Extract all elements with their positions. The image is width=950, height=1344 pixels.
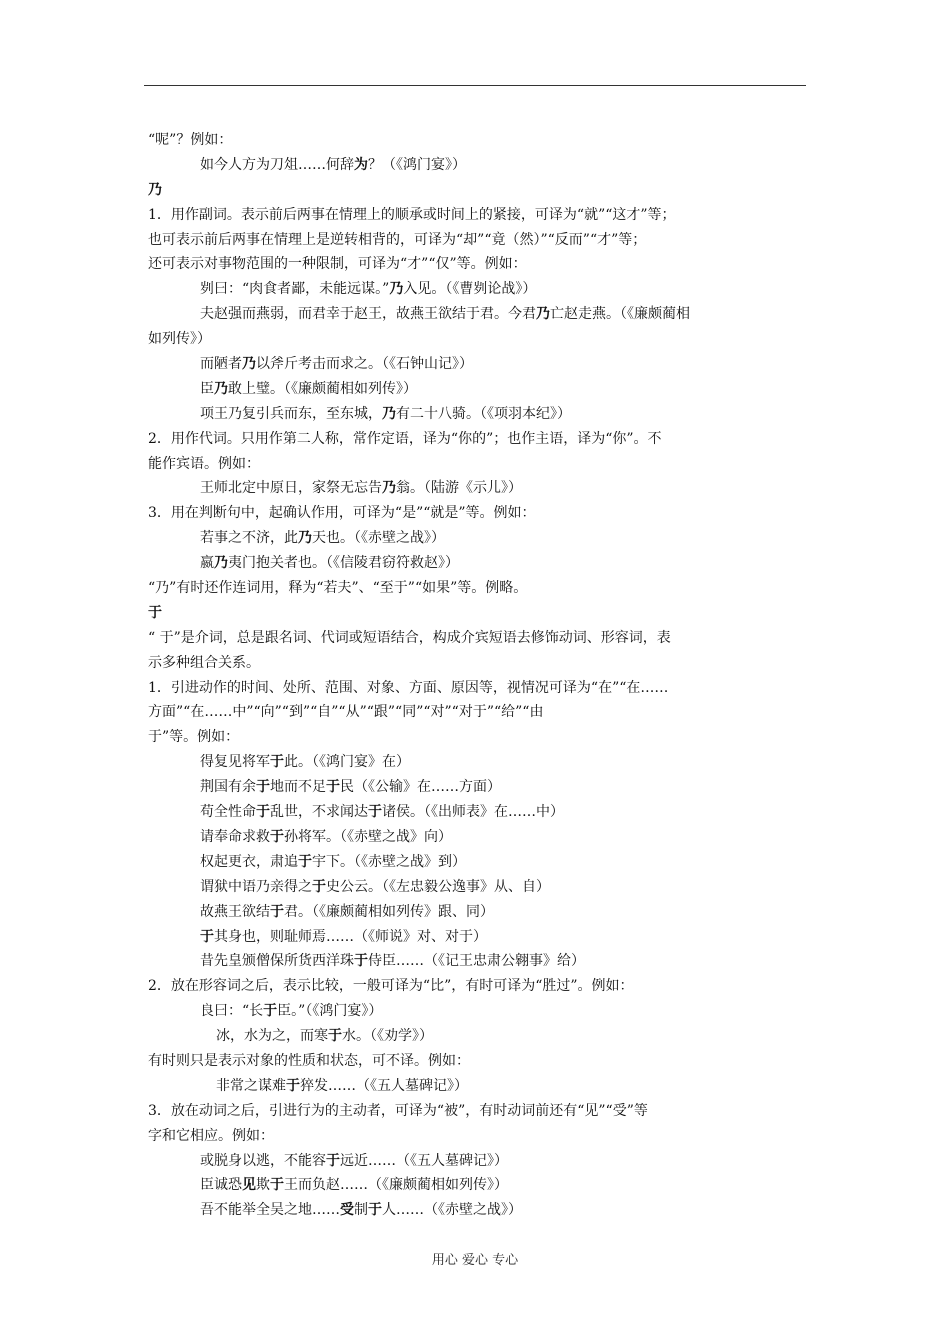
text-span: 臣诚恐	[200, 1177, 242, 1194]
text-line	[148, 1173, 810, 1198]
emphasized-word: 于	[148, 604, 162, 621]
emphasized-word: 受	[340, 1202, 354, 1219]
text-span: 冰，水为之，而寒	[216, 1028, 328, 1045]
text-span: 若事之不济，此	[200, 530, 298, 547]
text-line	[148, 974, 810, 999]
text-span: 臣	[200, 380, 214, 397]
text-span: 故燕王欲结	[200, 903, 270, 920]
text-span: 入见。（《曹刿论战》）	[403, 281, 537, 298]
emphasized-word: 于	[326, 779, 340, 796]
text-line	[148, 377, 810, 402]
text-line	[148, 352, 810, 377]
text-span: 夷门抱关者也。（《信陵君窃符救赵》）	[228, 555, 459, 572]
text-line	[148, 427, 810, 452]
text-span: 良曰：“长	[200, 1003, 264, 1020]
emphasized-word: 于	[354, 953, 368, 970]
text-span: 非常之谋难	[216, 1077, 286, 1094]
text-line	[148, 725, 810, 750]
text-span: “呢”？例如：	[148, 132, 233, 148]
text-span: 君。（《廉颇蔺相如列传》跟、同）	[284, 903, 494, 920]
text-span: 以斧斤考击而求之。（《石钟山记》）	[256, 356, 473, 373]
emphasized-word: 于	[270, 754, 284, 771]
text-span: 2．放在形容词之后，表示比较，一般可译为“比”，有时可译为“胜过”。例如：	[148, 978, 634, 995]
text-span: 有二十八骑。（《项羽本纪》）	[396, 405, 571, 422]
text-line	[148, 1149, 810, 1174]
text-line	[148, 1049, 810, 1074]
text-span: 于”等。例如：	[148, 729, 240, 746]
text-span: 远近……（《五人墓碑记》）	[340, 1152, 508, 1169]
emphasized-word: 于	[286, 1077, 300, 1094]
text-span: 史公云。（《左忠毅公逸事》从、自）	[326, 878, 550, 895]
text-line	[148, 501, 810, 526]
text-line	[148, 700, 810, 725]
emphasized-word: 为	[354, 156, 368, 173]
text-line	[148, 402, 810, 427]
text-line	[148, 1074, 810, 1099]
text-span: 臣。”（《鸿门宴》）	[277, 1003, 383, 1020]
text-line	[148, 825, 810, 850]
text-span: 乱世，不求闻达	[270, 804, 368, 821]
text-span: 如今人方为刀俎……何辞	[200, 156, 354, 173]
emphasized-word: 于	[263, 1003, 278, 1020]
text-line	[148, 676, 810, 701]
text-line	[148, 476, 810, 501]
text-line	[148, 526, 810, 551]
text-span: 其身也，则耻师焉……（《师说》对、对于）	[214, 928, 487, 945]
text-span: 昔先皇颁僧保所货西洋珠	[200, 953, 354, 970]
text-span: 能作宾语。例如：	[148, 455, 260, 472]
text-line	[148, 551, 810, 576]
text-span: ？（《鸿门宴》）	[368, 156, 466, 173]
text-span: 如列传》）	[148, 331, 211, 348]
text-line	[148, 999, 810, 1024]
text-span: 吾不能举全吴之地……	[200, 1202, 340, 1219]
emphasized-word: 于	[298, 853, 312, 870]
text-line	[148, 900, 810, 925]
text-span: 2．用作代词。只用作第二人称，常作定语，译为“你的”；也作主语，译为“你”。不	[148, 430, 662, 447]
text-line	[148, 302, 810, 327]
text-line	[148, 252, 810, 277]
text-span: 项王乃复引兵而东，至东城，	[200, 405, 382, 422]
text-line	[148, 925, 810, 950]
text-span: 夫赵强而燕弱，而君幸于赵王，故燕王欲结于君。今君	[200, 306, 536, 323]
emphasized-word: 乃	[214, 380, 228, 397]
text-span: 人……（《赤壁之战》）	[382, 1202, 522, 1219]
text-line	[148, 800, 810, 825]
text-line	[148, 1124, 810, 1149]
text-span: 孙将军。（《赤壁之战》向）	[284, 828, 452, 845]
text-span: 侍臣……（《记王忠肃公翱事》给）	[368, 953, 585, 970]
text-line	[148, 277, 810, 302]
text-line	[148, 949, 810, 974]
text-span: 有时则只是表示对象的性质和状态，可不译。例如：	[148, 1052, 470, 1069]
text-span: 制	[354, 1202, 368, 1219]
text-span: 猝发……（《五人墓碑记》）	[300, 1077, 468, 1094]
text-line	[148, 228, 810, 253]
emphasized-word: 见	[242, 1177, 256, 1194]
text-line	[148, 452, 810, 477]
emphasized-word: 于	[256, 779, 270, 796]
emphasized-word: 乃	[242, 356, 256, 373]
section-heading	[148, 178, 810, 203]
text-span: 欺	[256, 1177, 270, 1194]
text-line	[148, 850, 810, 875]
text-span: 荆国有余	[200, 779, 256, 796]
text-span: “ 于”是介词，总是跟名词、代词或短语结合，构成介宾短语去修饰动词、形容词，表	[148, 629, 671, 646]
text-span: 亡赵走燕。（《廉颇蔺相	[550, 306, 690, 323]
text-span: 敢上璧。（《廉颇蔺相如列传》）	[228, 380, 417, 397]
text-line	[148, 203, 810, 228]
text-span: 3．用在判断句中，起确认作用，可译为“是”“就是”等。例如：	[148, 505, 536, 522]
text-line	[148, 1099, 810, 1124]
text-line	[148, 153, 810, 178]
text-span: 得复见将军	[200, 754, 270, 771]
emphasized-word: 乃	[298, 530, 312, 547]
text-span: 王而负赵……（《廉颇蔺相如列传》）	[284, 1177, 508, 1194]
text-span: 还可表示对事物范围的一种限制，可译为“才”“仅”等。例如：	[148, 256, 527, 273]
text-span: 请奉命求救	[200, 828, 270, 845]
emphasized-word: 于	[328, 1028, 342, 1045]
text-span: 王师北定中原日，家祭无忘告	[200, 480, 382, 497]
text-line	[148, 128, 810, 153]
text-span: 示多种组合关系。	[148, 654, 260, 671]
emphasized-word: 乃	[148, 181, 162, 198]
text-line	[148, 327, 810, 352]
text-span: 翁。（陆游《示儿》）	[396, 480, 522, 497]
text-span: 谓狱中语乃亲得之	[200, 878, 312, 895]
text-span: 刿曰：“肉食者鄙，未能远谋。”	[200, 281, 390, 298]
text-span: 嬴	[200, 555, 214, 572]
text-line	[148, 775, 810, 800]
emphasized-word: 于	[270, 828, 284, 845]
text-span: 也可表示前后两事在情理上是逆转相背的，可译为“却”“竟（然）”“反而”“才”等；	[148, 231, 647, 248]
text-span: 方面”“在……中”“向”“到”“自”“从”“跟”“同”“对”“对于”“给”“由	[148, 704, 544, 721]
text-line	[148, 576, 810, 601]
emphasized-word: 于	[368, 1202, 382, 1219]
text-span: 字和它相应。例如：	[148, 1127, 274, 1144]
text-span: 3．放在动词之后，引进行为的主动者，可译为“被”，有时动词前还有“见”“受”等	[148, 1102, 648, 1119]
text-span: 苟全性命	[200, 804, 256, 821]
text-span: 而陋者	[200, 356, 242, 373]
text-span: 1．引进动作的时间、处所、范围、对象、方面、原因等，视情况可译为“在”“在……	[148, 679, 669, 696]
text-span: 宇下。（《赤壁之战》到）	[312, 853, 466, 870]
text-line	[148, 1198, 810, 1223]
emphasized-word: 于	[200, 928, 214, 945]
text-span: 诸侯。（《出师表》在……中）	[382, 804, 564, 821]
emphasized-word: 于	[270, 1177, 284, 1194]
emphasized-word: 于	[270, 903, 284, 920]
text-span: 地而不足	[270, 779, 326, 796]
text-span: “乃”有时还作连词用，释为“若夫”、“至于”“如果”等。例略。	[148, 580, 528, 597]
text-span: 权起更衣，肃追	[200, 853, 298, 870]
text-line	[148, 750, 810, 775]
emphasized-word: 乃	[214, 555, 228, 572]
emphasized-word: 乃	[536, 306, 550, 323]
text-line	[148, 1024, 810, 1049]
text-line	[148, 875, 810, 900]
emphasized-word: 乃	[389, 281, 404, 298]
text-span: 民（《公输》在……方面）	[340, 779, 501, 796]
emphasized-word: 于	[368, 804, 382, 821]
text-span: 或脱身以逃，不能容	[200, 1152, 326, 1169]
header-rule	[144, 85, 806, 86]
page-footer: 用心 爱心 专心	[431, 1253, 519, 1268]
document-body	[148, 128, 810, 1223]
text-span: 天也。（《赤壁之战》）	[312, 530, 445, 547]
text-span: 此。（《鸿门宴》在）	[284, 754, 410, 771]
section-heading	[148, 601, 810, 626]
emphasized-word: 乃	[382, 405, 396, 422]
emphasized-word: 于	[256, 804, 270, 821]
emphasized-word: 乃	[382, 480, 396, 497]
text-line	[148, 651, 810, 676]
emphasized-word: 于	[312, 878, 326, 895]
text-span: 水。（《劝学》）	[342, 1028, 433, 1045]
text-line	[148, 626, 810, 651]
emphasized-word: 于	[326, 1152, 340, 1169]
text-span: 1．用作副词。表示前后两事在情理上的顺承或时间上的紧接，可译为“就”“这才”等；	[148, 206, 676, 223]
